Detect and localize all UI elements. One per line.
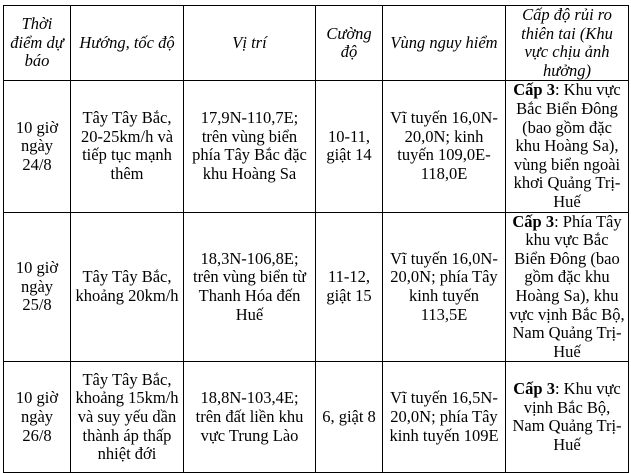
- cell-danger-zone: Vĩ tuyến 16,5N-20,0N; phía Tây kinh tuyến 109E: [383, 362, 506, 473]
- cell-direction-speed: Tây Tây Bắc, khoảng 15km/h và suy yếu dần thành áp thấp nhiệt đới: [71, 362, 184, 473]
- table-row: [4, 212, 629, 362]
- risk-level-label: Cấp 3: [513, 379, 555, 399]
- cell-forecast-time: 10 giờ ngày 25/8: [4, 212, 71, 362]
- table-row: [4, 81, 629, 212]
- cell-danger-zone: Vĩ tuyến 16,0N-20,0N; kinh tuyến 109,0E-118,0E: [383, 81, 506, 212]
- cell-intensity: 6, giật 8: [316, 362, 383, 473]
- cell-intensity: 11-12, giật 15: [316, 212, 383, 362]
- cell-position: 17,9N-110,7E; trên vùng biển phía Tây Bắc đặc khu Hoàng Sa: [184, 81, 316, 212]
- header-risk-level: Cấp độ rủi ro thiên tai (Khu vực chịu ảnh hưởng): [506, 6, 629, 81]
- header-intensity: Cường độ: [316, 6, 383, 81]
- cell-risk-level: [506, 362, 629, 473]
- cell-danger-zone: Vĩ tuyến 16,0N-20,0N; phía Tây kinh tuyến 113,5E: [383, 212, 506, 362]
- storm-forecast-table: [3, 5, 629, 473]
- risk-level-label: Cấp 3: [512, 211, 555, 231]
- table-header-row: [4, 6, 629, 81]
- risk-level-label: Cấp 3: [513, 80, 555, 100]
- cell-forecast-time: 10 giờ ngày 26/8: [4, 362, 71, 473]
- header-position: Vị trí: [184, 6, 316, 81]
- header-forecast-time: Thời điểm dự báo: [4, 6, 71, 81]
- cell-risk-level: [506, 81, 629, 212]
- cell-forecast-time: 10 giờ ngày 24/8: [4, 81, 71, 212]
- cell-risk-level: [506, 212, 629, 362]
- cell-intensity: 10-11, giật 14: [316, 81, 383, 212]
- risk-area-text: : Phía Tây khu vực Bắc Biển Đông (bao gồm đặc khu Hoàng Sa), khu vực vịnh Bắc Bộ, Nam Quảng Trị-Huế: [509, 211, 625, 361]
- cell-direction-speed: Tây Tây Bắc, khoảng 20km/h: [71, 212, 184, 362]
- header-direction-speed: Hướng, tốc độ: [71, 6, 184, 81]
- table-row: [4, 362, 629, 473]
- cell-direction-speed: Tây Tây Bắc, 20-25km/h và tiếp tục mạnh thêm: [71, 81, 184, 212]
- cell-position: 18,8N-103,4E; trên đất liền khu vực Trung Lào: [184, 362, 316, 473]
- header-danger-zone: Vùng nguy hiểm: [383, 6, 506, 81]
- cell-position: 18,3N-106,8E; trên vùng biển từ Thanh Hóa đến Huế: [184, 212, 316, 362]
- risk-area-text: : Khu vực vịnh Bắc Bộ, Nam Quảng Trị-Huế: [512, 379, 622, 454]
- risk-area-text: : Khu vực Bắc Biển Đông (bao gồm đặc khu Hoàng Sa), vùng biển ngoài khơi Quảng Trị-Huế: [513, 80, 621, 211]
